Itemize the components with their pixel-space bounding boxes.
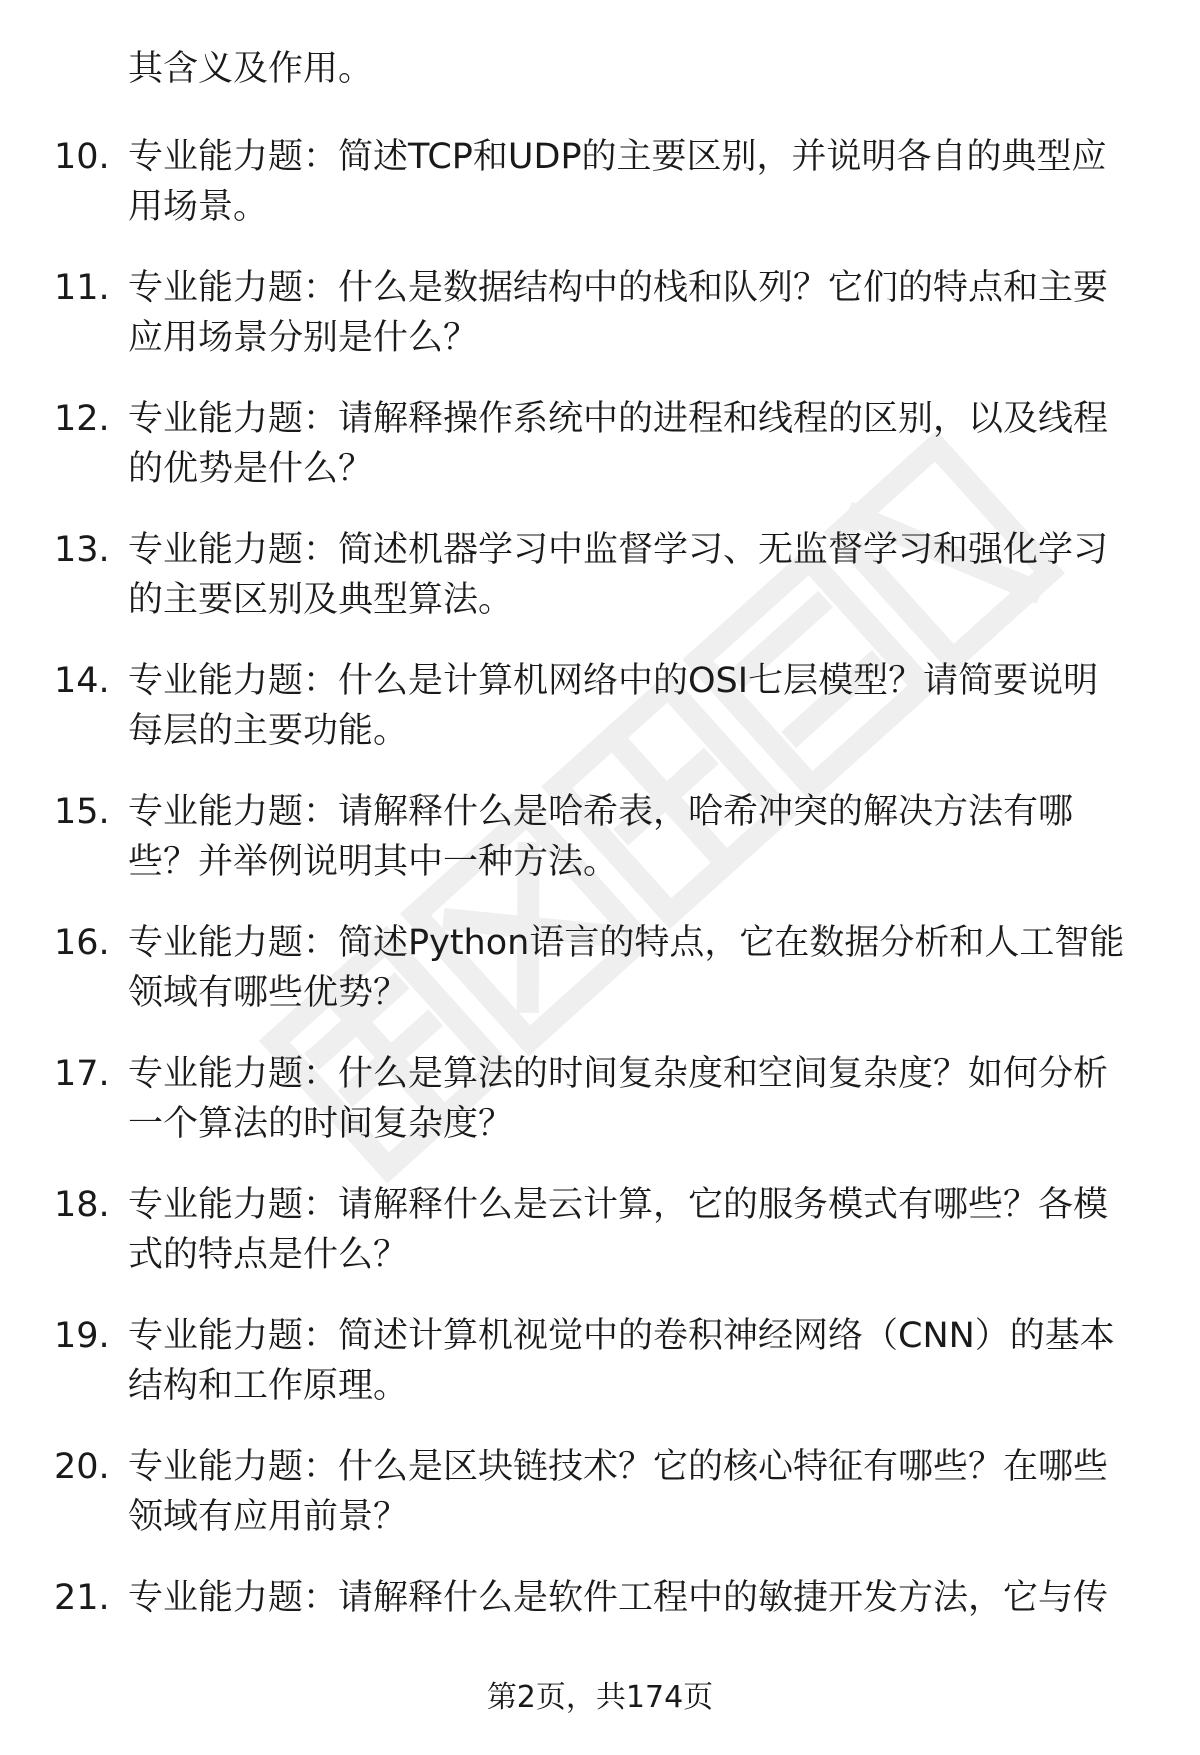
question-number: 20. xyxy=(54,1447,110,1487)
question-text-line: 专业能力题：请解释什么是软件工程中的敏捷开发方法，它与传 xyxy=(128,1578,1109,1618)
question-text xyxy=(128,1442,1150,1542)
question-text-line: 式的特点是什么？ xyxy=(128,1235,409,1275)
question-text-line: 专业能力题：什么是数据结构中的栈和队列？它们的特点和主要 xyxy=(128,268,1109,308)
question-text xyxy=(128,1180,1150,1280)
question-text xyxy=(128,1311,1150,1411)
question-number: 14. xyxy=(54,661,110,701)
question-number: 13. xyxy=(54,530,110,570)
question-number: 10. xyxy=(54,137,110,177)
question-text xyxy=(128,918,1150,1018)
question-text-line: 应用场景分别是什么？ xyxy=(128,318,479,358)
question-number: 12. xyxy=(54,399,110,439)
question-number: 21. xyxy=(54,1578,110,1618)
question-text-line: 专业能力题：什么是区块链技术？它的核心特征有哪些？在哪些 xyxy=(128,1447,1109,1487)
question-text-line: 专业能力题：简述计算机视觉中的卷积神经网络（CNN）的基本 xyxy=(128,1316,1115,1356)
question-text-line: 领域有应用前景？ xyxy=(128,1497,409,1537)
question-number: 18. xyxy=(54,1185,110,1225)
question-text-line: 专业能力题：请解释什么是哈希表，哈希冲突的解决方法有哪 xyxy=(128,792,1074,832)
question-text xyxy=(128,394,1150,494)
question-number: 11. xyxy=(54,268,110,308)
page-number-footer: 第2页，共174页 xyxy=(486,1680,714,1715)
question-text xyxy=(128,132,1150,232)
question-text-line: 每层的主要功能。 xyxy=(128,711,409,751)
question-text xyxy=(128,263,1150,363)
question-text xyxy=(128,787,1150,887)
question-number: 16. xyxy=(54,923,110,963)
question-text-line: 专业能力题：什么是计算机网络中的OSI七层模型？请简要说明 xyxy=(128,661,1099,701)
question-text-line: 专业能力题：请解释操作系统中的进程和线程的区别，以及线程 xyxy=(128,399,1109,439)
question-text-line: 结构和工作原理。 xyxy=(128,1366,409,1406)
question-text xyxy=(128,1573,1150,1623)
question-text-line: 领域有哪些优势？ xyxy=(128,973,409,1013)
question-text-line: 些？并举例说明其中一种方法。 xyxy=(128,842,619,882)
question-text-line: 用场景。 xyxy=(128,187,269,227)
continued-text-line: 其含义及作用。 xyxy=(128,49,374,89)
question-text xyxy=(128,656,1150,756)
question-text-line: 专业能力题：请解释什么是云计算，它的服务模式有哪些？各模 xyxy=(128,1185,1109,1225)
question-text-line: 的优势是什么？ xyxy=(128,449,374,489)
question-text xyxy=(128,1049,1150,1149)
question-text xyxy=(128,525,1150,625)
question-number: 17. xyxy=(54,1054,110,1094)
question-text-line: 的主要区别及典型算法。 xyxy=(128,580,514,620)
question-number: 15. xyxy=(54,792,110,832)
question-number: 19. xyxy=(54,1316,110,1356)
question-text-line: 专业能力题：什么是算法的时间复杂度和空间复杂度？如何分析 xyxy=(128,1054,1109,1094)
question-text-line: 专业能力题：简述Python语言的特点，它在数据分析和人工智能 xyxy=(128,923,1125,963)
question-text-line: 一个算法的时间复杂度？ xyxy=(128,1104,514,1144)
question-text-line: 专业能力题：简述TCP和UDP的主要区别，并说明各自的典型应 xyxy=(128,137,1107,177)
question-text-line: 专业能力题：简述机器学习中监督学习、无监督学习和强化学习 xyxy=(128,530,1109,570)
